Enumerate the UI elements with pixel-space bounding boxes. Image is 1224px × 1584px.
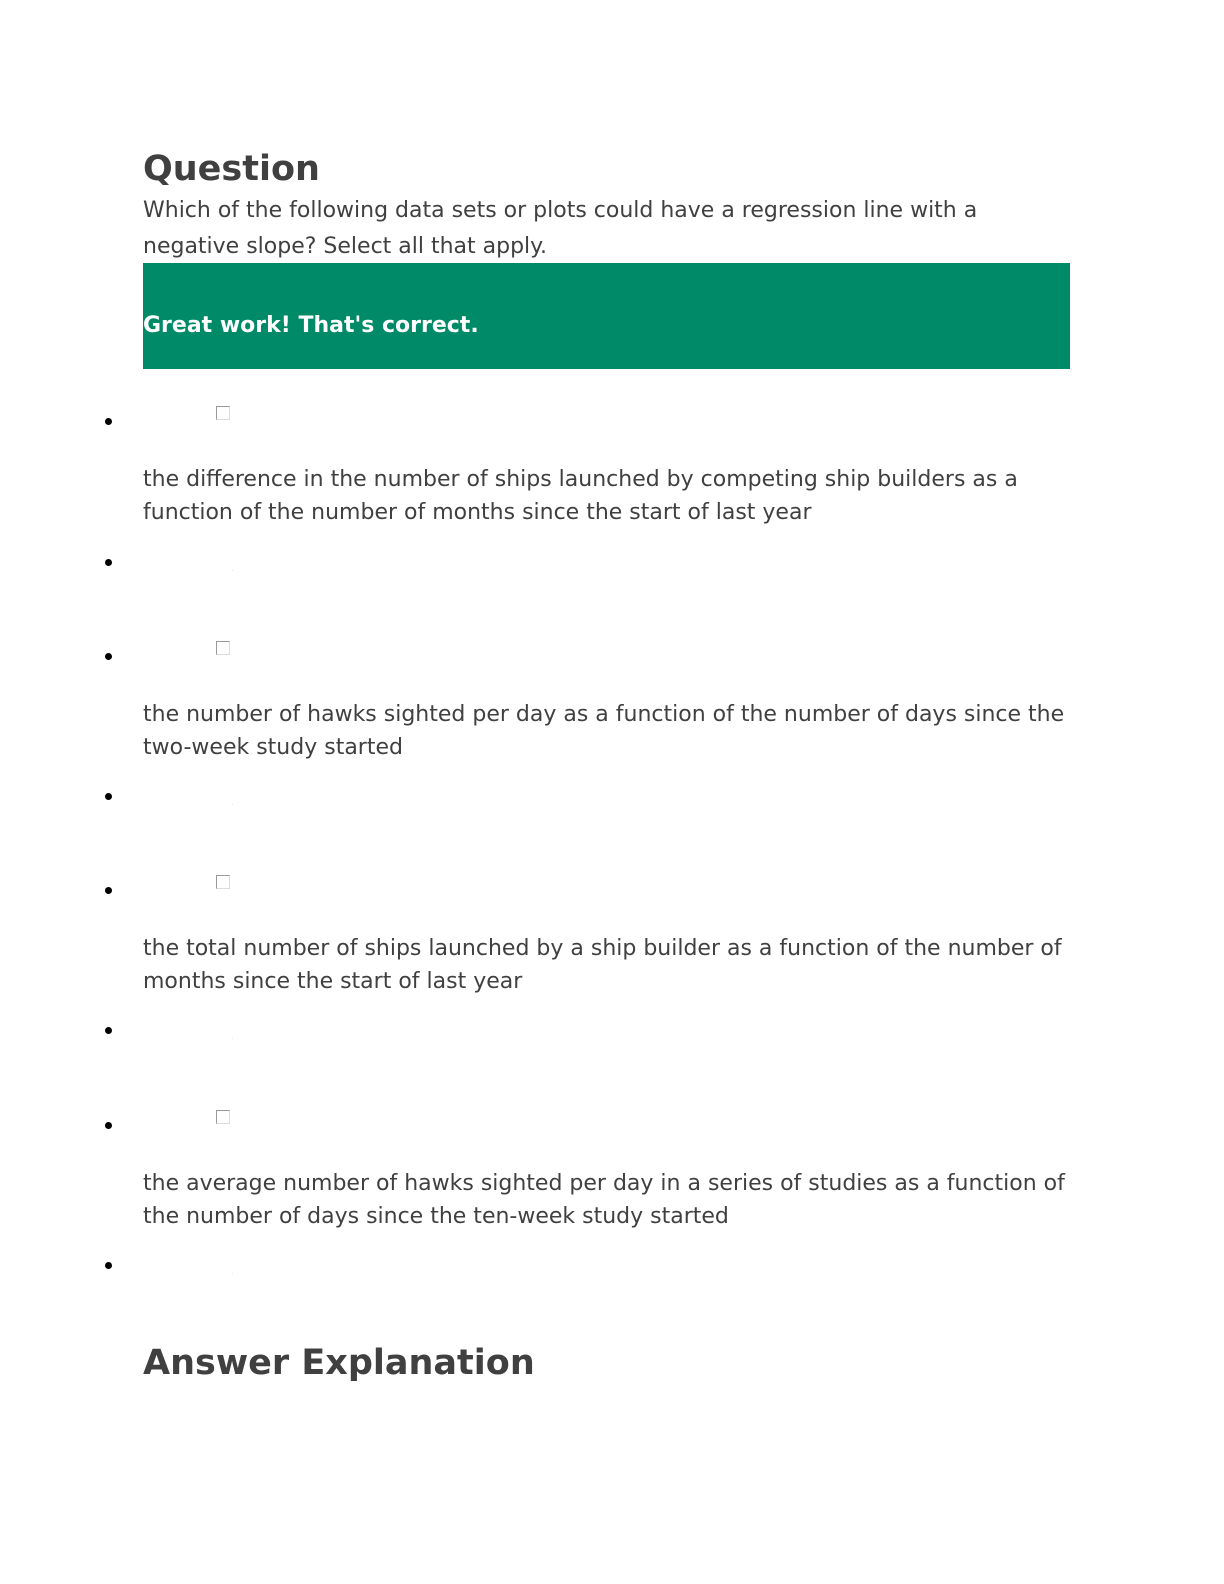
option-text: the total number of ships launched by a ship builder as a function of the number of months since the start of last year: [143, 936, 1062, 994]
list-bullet: [105, 1122, 112, 1129]
option-checkbox[interactable]: [216, 1110, 230, 1124]
option-image-placeholder: [232, 570, 233, 571]
list-bullet: [105, 887, 112, 894]
option-checkbox[interactable]: [216, 641, 230, 655]
option-checkbox[interactable]: [216, 406, 230, 420]
feedback-banner: [143, 263, 1070, 369]
list-bullet: [105, 1027, 112, 1034]
option-image-placeholder: [232, 804, 233, 805]
option-image-placeholder: [232, 1273, 233, 1274]
list-bullet: [105, 418, 112, 425]
list-bullet: [105, 1262, 112, 1269]
list-bullet: [105, 559, 112, 566]
option-image-placeholder: [232, 1038, 233, 1039]
option-text: the number of hawks sighted per day as a function of the number of days since the two-week study started: [143, 702, 1065, 760]
list-bullet: [105, 653, 112, 660]
explanation-heading: Answer Explanation: [143, 1343, 535, 1383]
list-bullet: [105, 793, 112, 800]
option-checkbox[interactable]: [216, 875, 230, 889]
question-prompt: Which of the following data sets or plots could have a regression line with a negative slope? Select all that apply.: [143, 198, 978, 259]
question-heading: Question: [143, 149, 320, 189]
option-text: the difference in the number of ships launched by competing ship builders as a function of the number of months since the start of last year: [143, 467, 1018, 525]
feedback-message: Great work! That's correct.: [143, 313, 479, 338]
option-text: the average number of hawks sighted per day in a series of studies as a function of the number of days since the ten-week study started: [143, 1171, 1065, 1229]
